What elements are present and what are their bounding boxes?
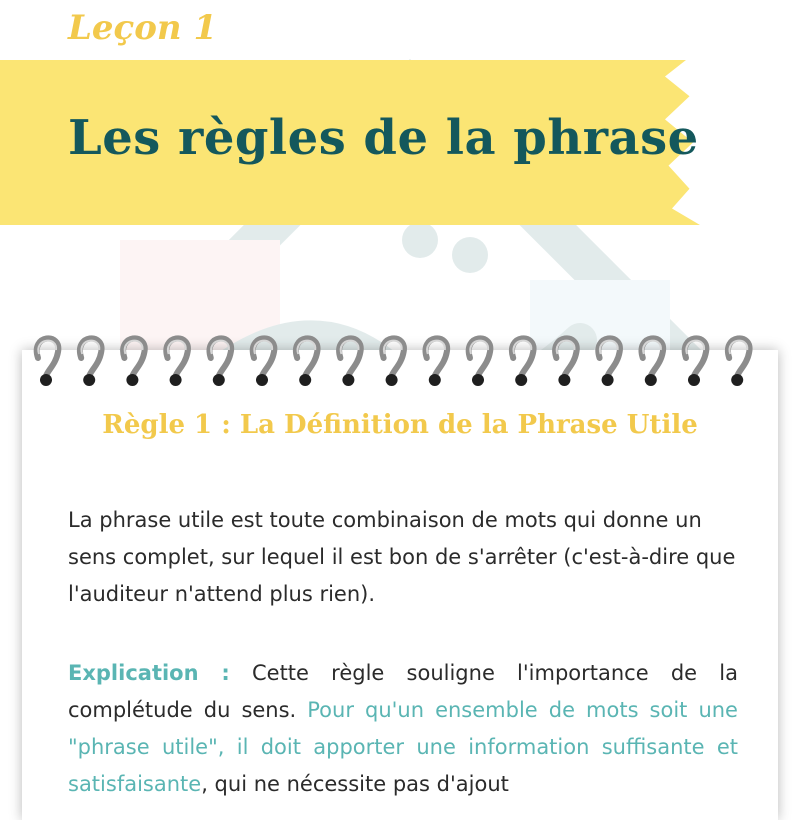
spiral-ring-icon [296, 338, 318, 386]
rule-definition: La phrase utile est toute combinaison de mots qui donne un sens complet, sur lequel il est bon de s'arrêter (c'est-à-dire que l'auditeur n'attend plus rien). [68, 508, 736, 606]
spiral-ring-icon [123, 338, 145, 386]
spiral-ring-icon [339, 338, 361, 386]
spiral-ring-icon [80, 338, 102, 386]
explanation-text: Cette règle souligne l'importance de la complétude du sens. [68, 661, 738, 722]
rule-explanation [68, 655, 738, 803]
spiral-ring-icon [210, 338, 232, 386]
spiral-ring-icon [37, 338, 59, 386]
spiral-ring-icon [598, 338, 620, 386]
explanation-highlight: Pour qu'un ensemble de mots soit une "phrase utile", il doit apporter une information suffisante et satisfaisante [68, 698, 738, 796]
spiral-ring-icon [642, 338, 664, 386]
spiral-ring-icon [512, 338, 534, 386]
spiral-ring-icon [555, 338, 577, 386]
spiral-ring-icon [382, 338, 404, 386]
explanation-text-continued: , qui ne nécessite pas d'ajout [201, 772, 509, 796]
explanation-label: Explication : [68, 661, 230, 685]
spiral-ring-icon [685, 338, 707, 386]
spiral-ring-icon [166, 338, 188, 386]
spiral-binding-icon [28, 330, 778, 400]
spiral-ring-icon [728, 338, 750, 386]
page-title: Les règles de la phrase [68, 110, 699, 166]
spiral-ring-icon [253, 338, 275, 386]
spiral-ring-icon [426, 338, 448, 386]
spiral-ring-icon [469, 338, 491, 386]
rule-heading: Règle 1 : La Définition de la Phrase Utile [102, 410, 698, 440]
lesson-label: Leçon 1 [68, 8, 218, 48]
